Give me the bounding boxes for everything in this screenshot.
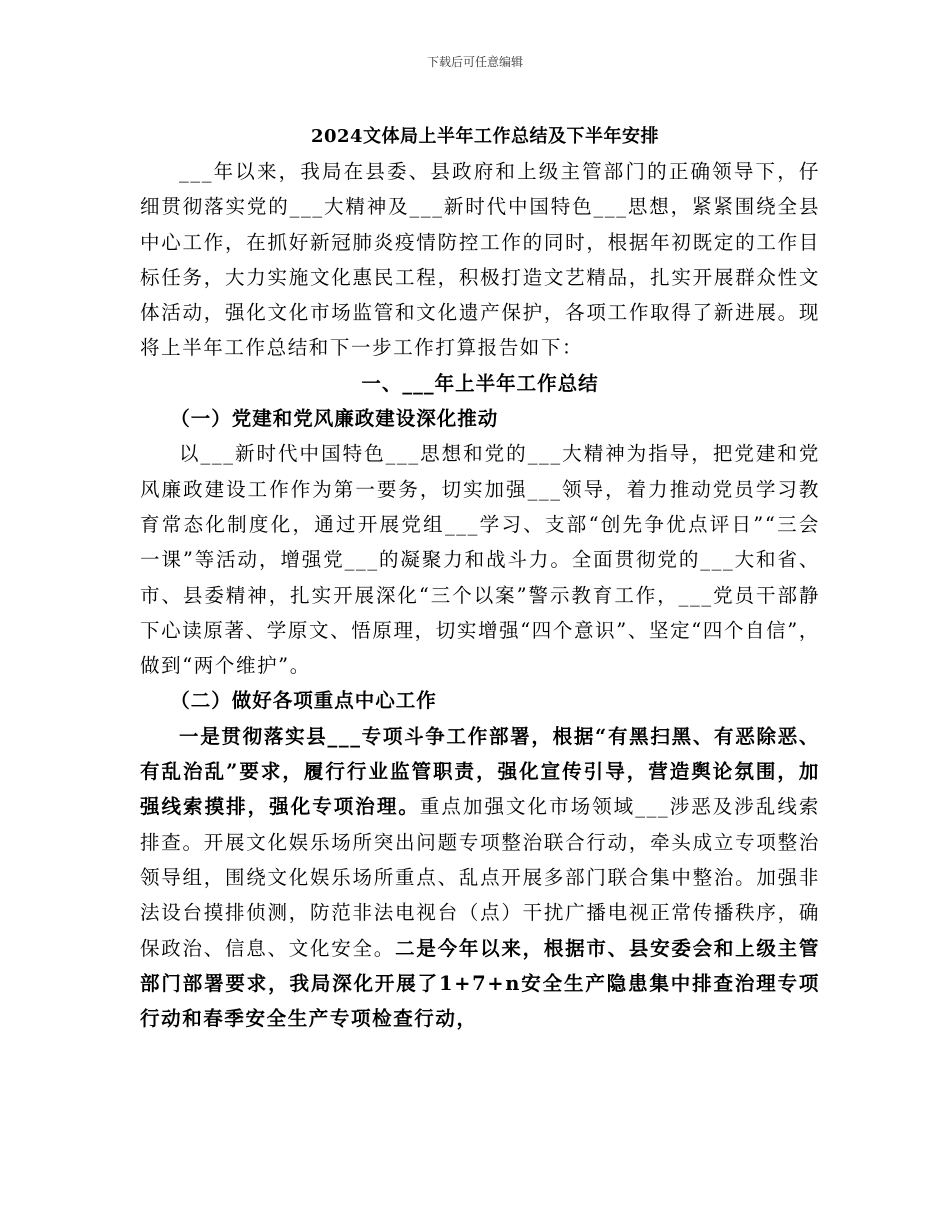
document-body [140,120,820,1036]
bold-point-1: 一是贯彻落实县___专项斗争工作部署，根据“有黑扫黑、有恶除恶、有乱治乱”要求，履行行业监管职责，强化宣传引导，营造舆论氛围，加强线索摸排，强化专项治理。 [140,724,820,819]
subsection-2-paragraph [140,719,820,1037]
document-title: 2024文体局上半年工作总结及下半年安排 [310,126,660,147]
bold-point-2: 二是今年以来，根据市、县安委会和上级主管部门部署要求，我局深化开展了1+7+n安全生产隐患集中排查治理专项行动和春季安全生产专项检查行动， [140,936,820,1031]
section-heading-1: 一、___年上半年工作总结 [361,371,599,395]
subsection-1-paragraph: 以___新时代中国特色___思想和党的___大精神为指导，把党建和党风廉政建设工作作为第一要务，切实加强___领导，着力推动党员学习教育常态化制度化，通过开展党组___学习、支部“创先争优点评日”“三会一课”等活动，增强党___的凝聚力和战斗力。全面贯彻党的___大和省、市、县委精神，扎实开展深化“三个以案”警示教育工作，___党员干部静下心读原著、学原文、悟原理，切实增强“四个意识”、坚定“四个自信”，做到“两个维护”。 [140,442,820,678]
normal-text-1: 重点加强文化市场领域___涉恶及涉乱线索排查。开展文化娱乐场所突出问题专项整治联合行动，牵头成立专项整治领导组，围绕文化娱乐场所重点、乱点开展多部门联合集中整治。加强非法设台摸排侦测，防范非法电视台（点）干扰广播电视正常传播秩序，确保政治、信息、文化安全。 [140,795,820,960]
subsection-heading-2: （二）做好各项重点中心工作 [170,689,437,713]
intro-paragraph: ___年以来，我局在县委、县政府和上级主管部门的正确领导下，仔细贯彻落实党的___大精神及___新时代中国特色___思想，紧紧围绕全县中心工作，在抓好新冠肺炎疫情防控工作的同时，根据年初既定的工作目标任务，大力实施文化惠民工程，积极打造文艺精品，扎实开展群众性文体活动，强化文化市场监管和文化遗产保护，各项工作取得了新进展。现将上半年工作总结和下一步工作打算报告如下： [140,160,820,360]
page-header-note: 下载后可任意编辑 [426,55,523,69]
subsection-heading-1: （一）党建和党风廉政建设深化推动 [170,407,499,431]
